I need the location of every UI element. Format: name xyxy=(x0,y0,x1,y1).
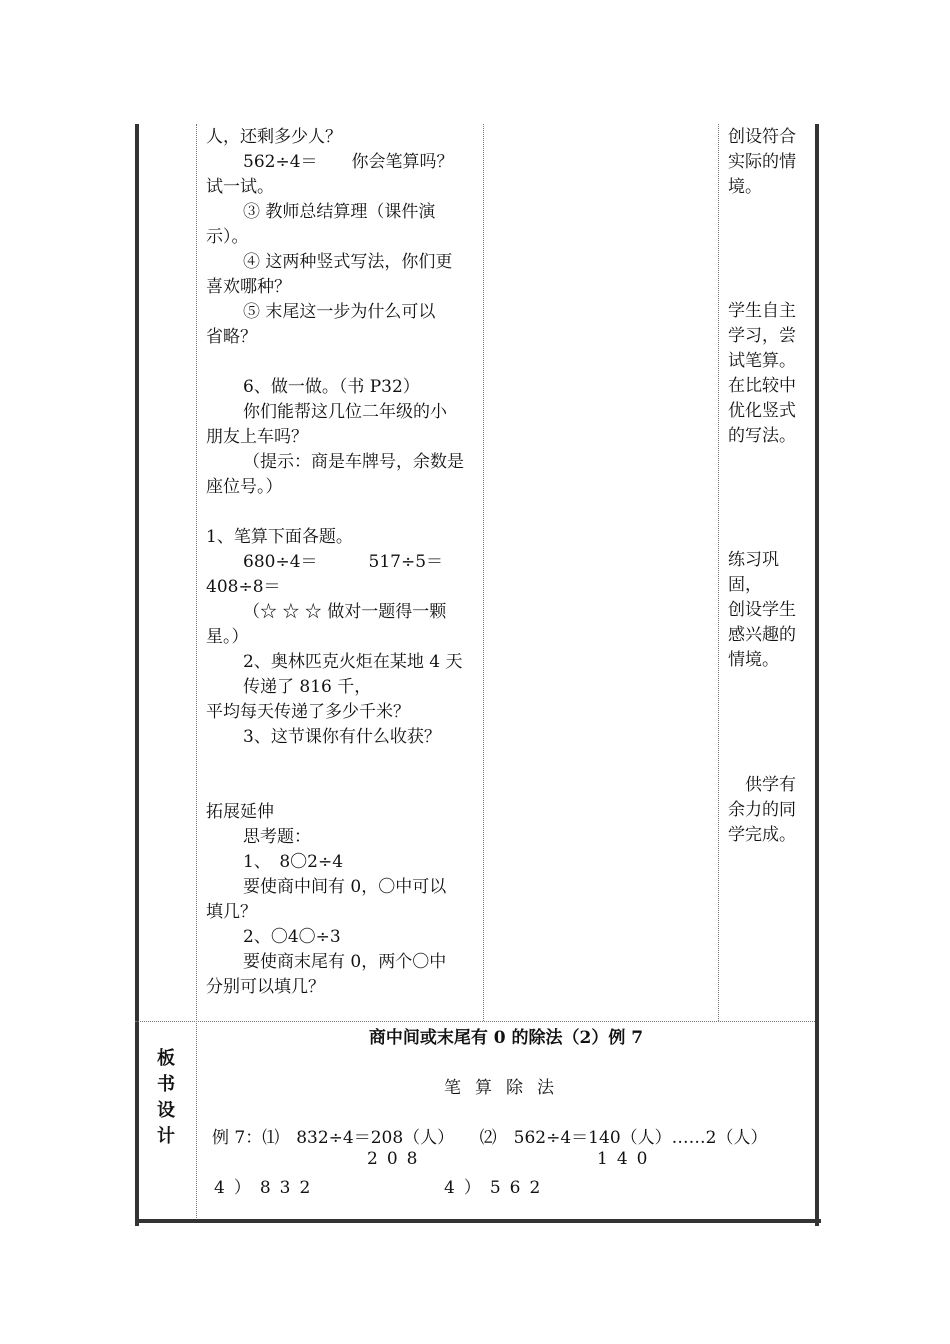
board-label-char: 板 xyxy=(157,1048,175,1069)
column-divider-3 xyxy=(718,124,719,1021)
note-line: 的写法。 xyxy=(728,426,796,446)
note-line: 情境。 xyxy=(728,650,779,670)
board-design-label xyxy=(136,1046,196,1150)
process-line: 你们能帮这几位二年级的小 xyxy=(243,402,447,422)
note-line: 优化竖式 xyxy=(728,401,796,421)
blank-line xyxy=(206,775,481,800)
note-line: 学完成。 xyxy=(728,825,796,845)
process-line: 朋友上车吗？ xyxy=(206,427,308,447)
table-bottom-border xyxy=(135,1219,821,1223)
blank-line xyxy=(206,750,481,775)
process-line: 要使商中间有 0，〇中可以 xyxy=(243,877,447,897)
note-line: 创设符合 xyxy=(728,127,796,147)
process-line: ⑤ 末尾这一步为什么可以 xyxy=(243,302,436,322)
process-line: 平均每天传递了多少千米？ xyxy=(206,702,410,722)
note-line: 学习，尝 xyxy=(728,326,796,346)
row-divider-board xyxy=(135,1021,815,1022)
process-line: 省略？ xyxy=(206,327,257,347)
process-line: 传递了 816 千， xyxy=(243,677,372,697)
dividend-2: 4）562 xyxy=(444,1178,550,1198)
column-divider-2 xyxy=(483,124,484,1021)
process-line: 拓展延伸 xyxy=(206,802,274,822)
design-note-3 xyxy=(728,548,796,673)
note-line: 固， xyxy=(728,575,762,595)
column-divider-1 xyxy=(196,124,197,1220)
note-line: 试笔算。 xyxy=(728,351,796,371)
board-title: 商中间或末尾有 0 的除法（2）例 7 xyxy=(368,1028,644,1048)
process-line: 分别可以填几？ xyxy=(206,977,325,997)
process-line: 1、 8〇2÷4 xyxy=(243,852,344,872)
board-label-char: 书 xyxy=(157,1074,175,1095)
dividend-1: 4）832 xyxy=(214,1178,320,1198)
blank-line xyxy=(206,350,481,375)
process-line: 思考题： xyxy=(243,827,311,847)
blank-line xyxy=(206,500,481,525)
note-line: 感兴趣的 xyxy=(728,625,796,645)
table-right-border xyxy=(815,124,819,1226)
note-line: 余力的同 xyxy=(728,800,796,820)
process-line: 562÷4＝ 你会笔算吗？ xyxy=(243,152,454,172)
process-line: （☆ ☆ ☆ 做对一题得一颗 xyxy=(243,602,447,622)
process-line: 填几？ xyxy=(206,902,257,922)
process-line: （提示：商是车牌号，余数是 xyxy=(243,452,464,472)
board-label-char: 设 xyxy=(157,1100,175,1121)
process-line: 人，还剩多少人？ xyxy=(206,127,342,147)
quotient-2: 140 xyxy=(597,1149,657,1169)
process-line: 3、这节课你有什么收获？ xyxy=(243,727,441,747)
process-line: 星。） xyxy=(206,627,249,647)
design-note-1 xyxy=(728,125,796,200)
note-line: 供学有 xyxy=(728,775,796,795)
note-line: 学生自主 xyxy=(728,301,796,321)
process-line: 2、〇4〇÷3 xyxy=(243,927,341,947)
board-subtitle: 笔算除法 xyxy=(444,1078,568,1098)
process-line: 座位号。） xyxy=(206,477,283,497)
process-line: 试一试。 xyxy=(206,177,274,197)
process-line: ④ 这两种竖式写法，你们更 xyxy=(243,252,453,272)
note-line: 境。 xyxy=(728,177,762,197)
note-line: 在比较中 xyxy=(728,376,796,396)
design-note-4 xyxy=(728,773,796,848)
process-line: 6、做一做。（书 P32） xyxy=(243,377,420,397)
note-line: 创设学生 xyxy=(728,600,796,620)
note-line: 练习巩 xyxy=(728,550,779,570)
process-line: ③ 教师总结算理（课件演 xyxy=(243,202,436,222)
process-line: 喜欢哪种？ xyxy=(206,277,291,297)
process-line: 2、奥林匹克火炬在某地 4 天 xyxy=(243,652,463,672)
process-line: 示）。 xyxy=(206,227,249,247)
board-label-char: 计 xyxy=(157,1126,175,1147)
note-line: 实际的情 xyxy=(728,152,796,172)
example-line: 例 7：⑴ 832÷4＝208（人） ⑵ 562÷4＝140（人）……2（人） xyxy=(212,1128,768,1148)
quotient-1: 208 xyxy=(367,1149,427,1169)
process-line: 408÷8＝ xyxy=(206,577,281,597)
teaching-process-cell xyxy=(206,125,481,1000)
process-line: 680÷4＝ 517÷5＝ xyxy=(243,552,444,572)
design-note-2 xyxy=(728,299,796,449)
process-line: 要使商末尾有 0，两个〇中 xyxy=(243,952,447,972)
process-line: 1、笔算下面各题。 xyxy=(206,527,353,547)
